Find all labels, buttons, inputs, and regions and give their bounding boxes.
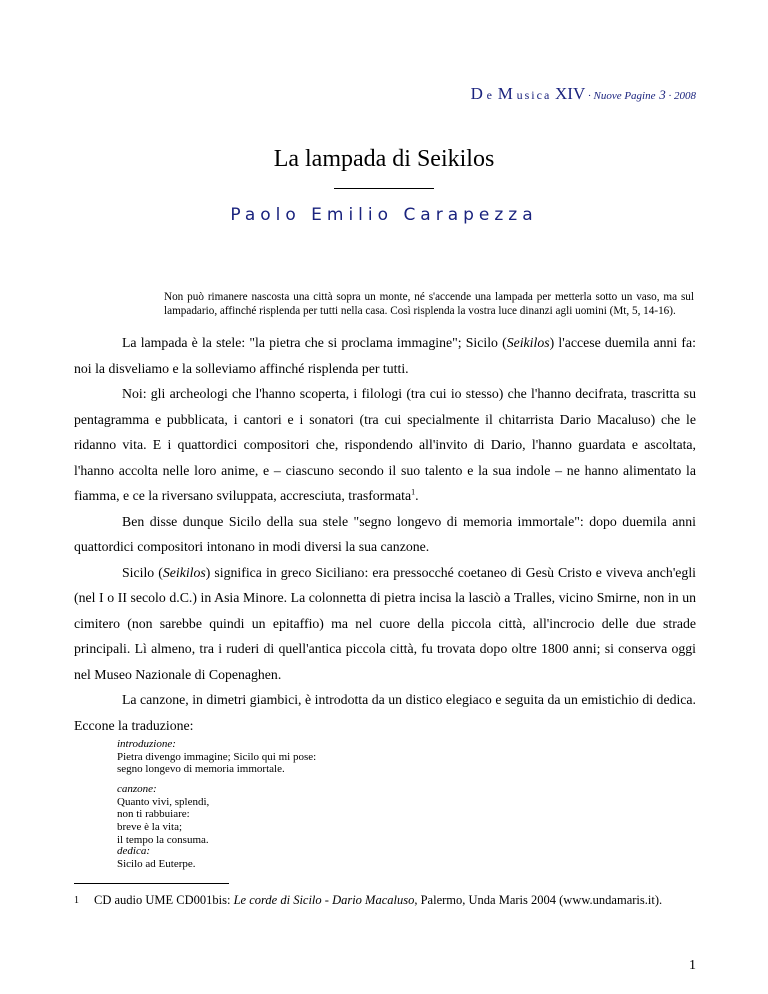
body-text xyxy=(74,330,696,738)
paragraph-5: La canzone, in dimetri giambici, è introdotta da un distico elegiaco e seguita da un emistichio di dedica. Eccone la traduzione: xyxy=(74,692,696,733)
verse-dedica xyxy=(117,845,417,870)
running-head-volume: XIV xyxy=(555,84,586,103)
running-head-usica: usica xyxy=(516,88,552,102)
verse-label: introduzione: xyxy=(117,738,176,750)
paragraph-1: La lampada è la stele: "la pietra che si proclama immagine"; Sicilo (Seikilos) l'accese duemila anni fa: noi la disveliamo e la solleviamo affinché risplenda per tutti. xyxy=(74,335,696,376)
footnote-mark: 1 xyxy=(74,895,79,906)
verse-label: dedica: xyxy=(117,845,150,857)
page-number: 1 xyxy=(689,958,696,973)
verse-introduzione xyxy=(117,738,417,776)
verse-label: canzone: xyxy=(117,783,157,795)
running-head-d: D xyxy=(470,84,483,103)
paragraph-2: Noi: gli archeologi che l'hanno scoperta, i filologi (tra cui io stesso) che l'hanno decifrata, trascritta su pentagramma e pubblicata, i cantori e i sonatori (tra cui specialmente il chitarrista Dario Macaluso) che le ridanno vita. E i quattordici compositori che, rispondendo all'invito di Dario, l'hanno guardata e ascoltata, l'hanno accolta nelle loro anime, e – ciascuno secondo il suo talento e la sua indole – ne hanno alimentato la fiamma, e ce la riversano sviluppata, accresciuta, trasformata$^1$. xyxy=(74,386,696,503)
verse-line: il tempo la consuma. xyxy=(117,833,209,846)
verse-line: Pietra divengo immagine; Sicilo qui mi pose: xyxy=(117,750,317,763)
verse-line: segno longevo di memoria immortale. xyxy=(117,763,285,776)
verse-line: Sicilo ad Euterpe. xyxy=(117,857,196,870)
title-divider xyxy=(334,188,434,189)
running-head-issue: 3 xyxy=(659,87,666,102)
running-head-year: 2008 xyxy=(674,90,696,102)
verse-line: Quanto vivi, splendi, xyxy=(117,795,210,808)
running-head-separator-2: · xyxy=(665,90,674,102)
paragraph-3: Ben disse dunque Sicilo della sua stele "segno longevo di memoria immortale": dopo duemila anni quattordici compositori intonano in modi diversi la sua canzone. xyxy=(74,513,696,554)
verse-line: non ti rabbuiare: xyxy=(117,808,190,821)
running-head xyxy=(471,84,696,104)
running-head-m: M xyxy=(497,84,513,103)
page-title: La lampada di Seikilos xyxy=(273,146,495,172)
paragraph-4: Sicilo (Seikilos) significa in greco Siciliano: era pressocché coetaneo di Gesù Cristo e viveva anch'egli (nel I o II secolo d.C.) in Asia Minore. La colonnetta di pietra incisa la lasciò a Tralles, vicino Smirne, non in un cimitero (non sarebbe quindi un epitaffio) ma nel cuore della piccola città, all'incrocio delle due strade principali. Lì almeno, tra i ruderi di quell'antica piccola città, fu trovata dopo oltre 1800 anni; si conserva oggi nel Museo Nazionale di Copenaghen. xyxy=(74,564,696,682)
footnote-reference[interactable]: 1 xyxy=(411,487,416,497)
verse-line: breve è la vita; xyxy=(117,821,183,834)
footnote-divider xyxy=(74,883,229,884)
running-head-series: Nuove Pagine xyxy=(593,90,656,102)
running-head-separator: · xyxy=(585,90,594,102)
author-name: Paolo Emilio Carapezza xyxy=(230,205,538,225)
footnote: 1 CD audio UME CD001bis: Le corde di Sicilo - Dario Macaluso, Palermo, Unda Maris 2004 (www.undamaris.it). xyxy=(74,893,663,907)
running-head-e: e xyxy=(486,88,494,102)
verse-canzone xyxy=(117,783,417,847)
epigraph: Non può rimanere nascosta una città sopra un monte, né s'accende una lampada per metterla sotto un vaso, ma sul lampadario, affinché risplenda per tutti nella casa. Così risplenda la vostra luce dinanzi agli uomini (Mt, 5, 14-16). xyxy=(164,291,694,317)
